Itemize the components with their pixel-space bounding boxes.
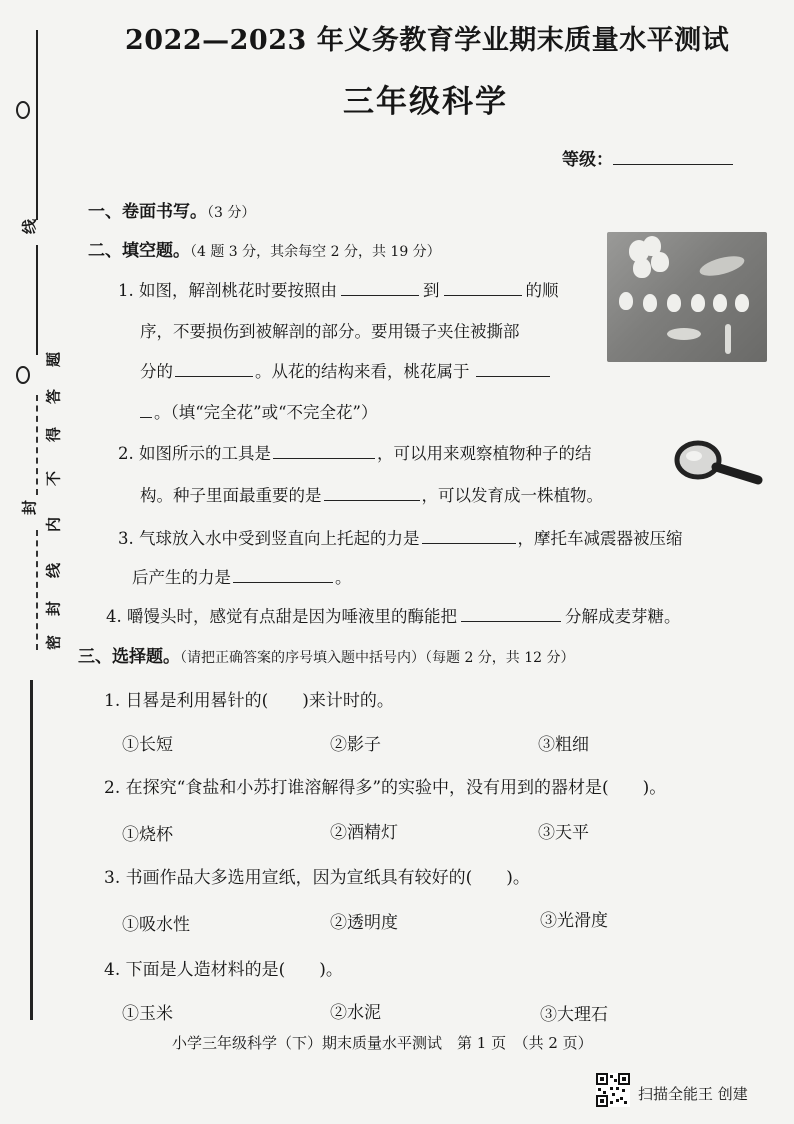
question-text: 分解成麦芽糖。 xyxy=(565,607,681,626)
question-text: 后产生的力是 xyxy=(132,568,231,587)
flower-petal xyxy=(735,294,749,312)
answer-blank[interactable] xyxy=(273,457,375,459)
section-note: （请把正确答案的序号填入题中括号内）（每题 2 分，共 12 分） xyxy=(180,650,575,666)
question-text: 到 xyxy=(423,281,440,300)
binding-dash xyxy=(36,395,38,495)
question-text: 4. 嚼馒头时，感觉有点甜是因为唾液里的酶能把 xyxy=(106,607,457,626)
choice-q1-option[interactable]: ②影子 xyxy=(330,735,381,755)
choice-q3-option[interactable]: ③光滑度 xyxy=(540,911,608,931)
sidebar-char: 封 xyxy=(44,601,63,617)
choice-q3-stem: 3. 书画作品大多选用宣纸，因为宣纸具有较好的( )。 xyxy=(104,868,530,888)
choice-q4-option[interactable]: ③大理石 xyxy=(540,1005,608,1025)
sidebar-char: 封 xyxy=(20,500,39,516)
choice-q1-stem: 1. 日晷是利用晷针的( )来计时的。 xyxy=(104,691,394,711)
choice-q1-option[interactable]: ③粗细 xyxy=(538,735,589,755)
grade-blank[interactable] xyxy=(613,163,733,165)
question-text: 。从花的结构来看，桃花属于 xyxy=(255,362,470,381)
answer-blank[interactable] xyxy=(324,499,420,501)
question-text: 3. 气球放入水中受到竖直向上托起的力是 xyxy=(118,529,420,548)
answer-blank[interactable] xyxy=(140,416,152,418)
choice-q2-option[interactable]: ②酒精灯 xyxy=(330,823,398,843)
fill-q2-line1 xyxy=(118,440,592,464)
choice-q2-option[interactable]: ①烧杯 xyxy=(122,825,173,845)
binding-line xyxy=(30,680,33,1020)
answer-blank[interactable] xyxy=(461,620,561,622)
fill-q1-line2: 序，不要损伤到被解剖的部分。要用镊子夹住被撕部 xyxy=(140,322,520,341)
choice-q3-option[interactable]: ②透明度 xyxy=(330,913,398,933)
question-text: 1. 如图，解剖桃花时要按照由 xyxy=(118,281,337,300)
choice-q2-option[interactable]: ③天平 xyxy=(538,823,589,843)
sidebar-char: 不 xyxy=(44,471,63,487)
answer-blank[interactable] xyxy=(444,294,522,296)
section-label: 三、选择题。 xyxy=(78,647,180,667)
sidebar-char: 内 xyxy=(44,517,63,533)
flower-petal xyxy=(633,258,651,278)
fill-q3-line1 xyxy=(118,525,683,549)
magnifying-glass-icon xyxy=(672,436,764,488)
fill-q2-line2 xyxy=(140,482,603,506)
flower-petal xyxy=(651,252,669,272)
question-text: ，可以用来观察植物种子的结 xyxy=(377,444,592,463)
qr-code-icon xyxy=(596,1073,630,1107)
page-footer: 小学三年级科学（下）期末质量水平测试 第 1 页 （共 2 页） xyxy=(172,1034,593,1052)
choice-q4-stem: 4. 下面是人造材料的是( )。 xyxy=(104,960,343,980)
flower-sepal xyxy=(698,252,747,279)
question-text: ，摩托车减震器被压缩 xyxy=(517,529,683,548)
choice-q1-option[interactable]: ①长短 xyxy=(122,735,173,755)
answer-blank[interactable] xyxy=(422,542,516,544)
question-text: 的顺 xyxy=(525,281,559,300)
flower-pistil xyxy=(725,324,731,354)
binding-circle xyxy=(16,101,30,119)
fill-q3-line2 xyxy=(132,564,352,588)
binding-dash xyxy=(36,530,38,650)
fill-q1-line3 xyxy=(140,358,550,382)
choice-q4-option[interactable]: ①玉米 xyxy=(122,1004,173,1024)
question-text: ，可以发育成一株植物。 xyxy=(421,486,603,505)
section-1-heading xyxy=(88,197,255,222)
flower-stamens xyxy=(667,328,701,340)
fill-q4 xyxy=(106,603,681,627)
section-3-heading xyxy=(78,642,575,667)
choice-q3-option[interactable]: ①吸水性 xyxy=(122,915,190,935)
binding-line xyxy=(36,30,38,220)
answer-blank[interactable] xyxy=(175,375,253,377)
section-label: 二、填空题。 xyxy=(88,241,190,261)
question-text: 。（填“完全花”或“不完全花”） xyxy=(154,403,378,422)
binding-line xyxy=(36,245,38,355)
answer-blank[interactable] xyxy=(476,375,550,377)
sidebar-char: 题 xyxy=(44,352,63,368)
choice-q2-stem: 2. 在探究“食盐和小苏打谁溶解得多”的实验中，没有用到的器材是( )。 xyxy=(104,778,667,798)
binding-circle xyxy=(16,366,30,384)
section-note: （4 题 3 分，其余每空 2 分，共 19 分） xyxy=(190,244,441,260)
flower-petal xyxy=(667,294,681,312)
sidebar-char: 线 xyxy=(44,563,63,579)
grade-label: 等级： xyxy=(562,150,613,170)
section-2-heading xyxy=(88,236,441,261)
sidebar-char: 答 xyxy=(44,389,63,405)
sidebar-char: 密 xyxy=(44,635,63,651)
grade-field xyxy=(562,145,733,170)
flower-petal xyxy=(619,292,633,310)
question-text: 构。种子里面最重要的是 xyxy=(140,486,322,505)
choice-q4-option[interactable]: ②水泥 xyxy=(330,1003,381,1023)
fill-q1-line4 xyxy=(140,399,378,423)
section-note: （3 分） xyxy=(207,205,256,221)
section-label: 一、卷面书写。 xyxy=(88,202,207,222)
peach-flower-photo xyxy=(607,232,767,362)
exam-title: 2022—2023 年义务教育学业期末质量水平测试 xyxy=(125,25,730,56)
sidebar-char: 线 xyxy=(20,219,39,235)
flower-petal xyxy=(691,294,705,312)
sidebar-char: 得 xyxy=(44,427,63,443)
question-text: 。 xyxy=(335,568,352,587)
answer-blank[interactable] xyxy=(233,581,333,583)
scanner-watermark: 扫描全能王 创建 xyxy=(638,1085,748,1103)
question-text: 分的 xyxy=(140,362,173,381)
fill-q1-line1 xyxy=(118,277,559,301)
question-text: 2. 如图所示的工具是 xyxy=(118,444,271,463)
exam-subtitle: 三年级科学 xyxy=(343,84,508,120)
flower-petal xyxy=(713,294,727,312)
answer-blank[interactable] xyxy=(341,294,419,296)
flower-petal xyxy=(643,294,657,312)
